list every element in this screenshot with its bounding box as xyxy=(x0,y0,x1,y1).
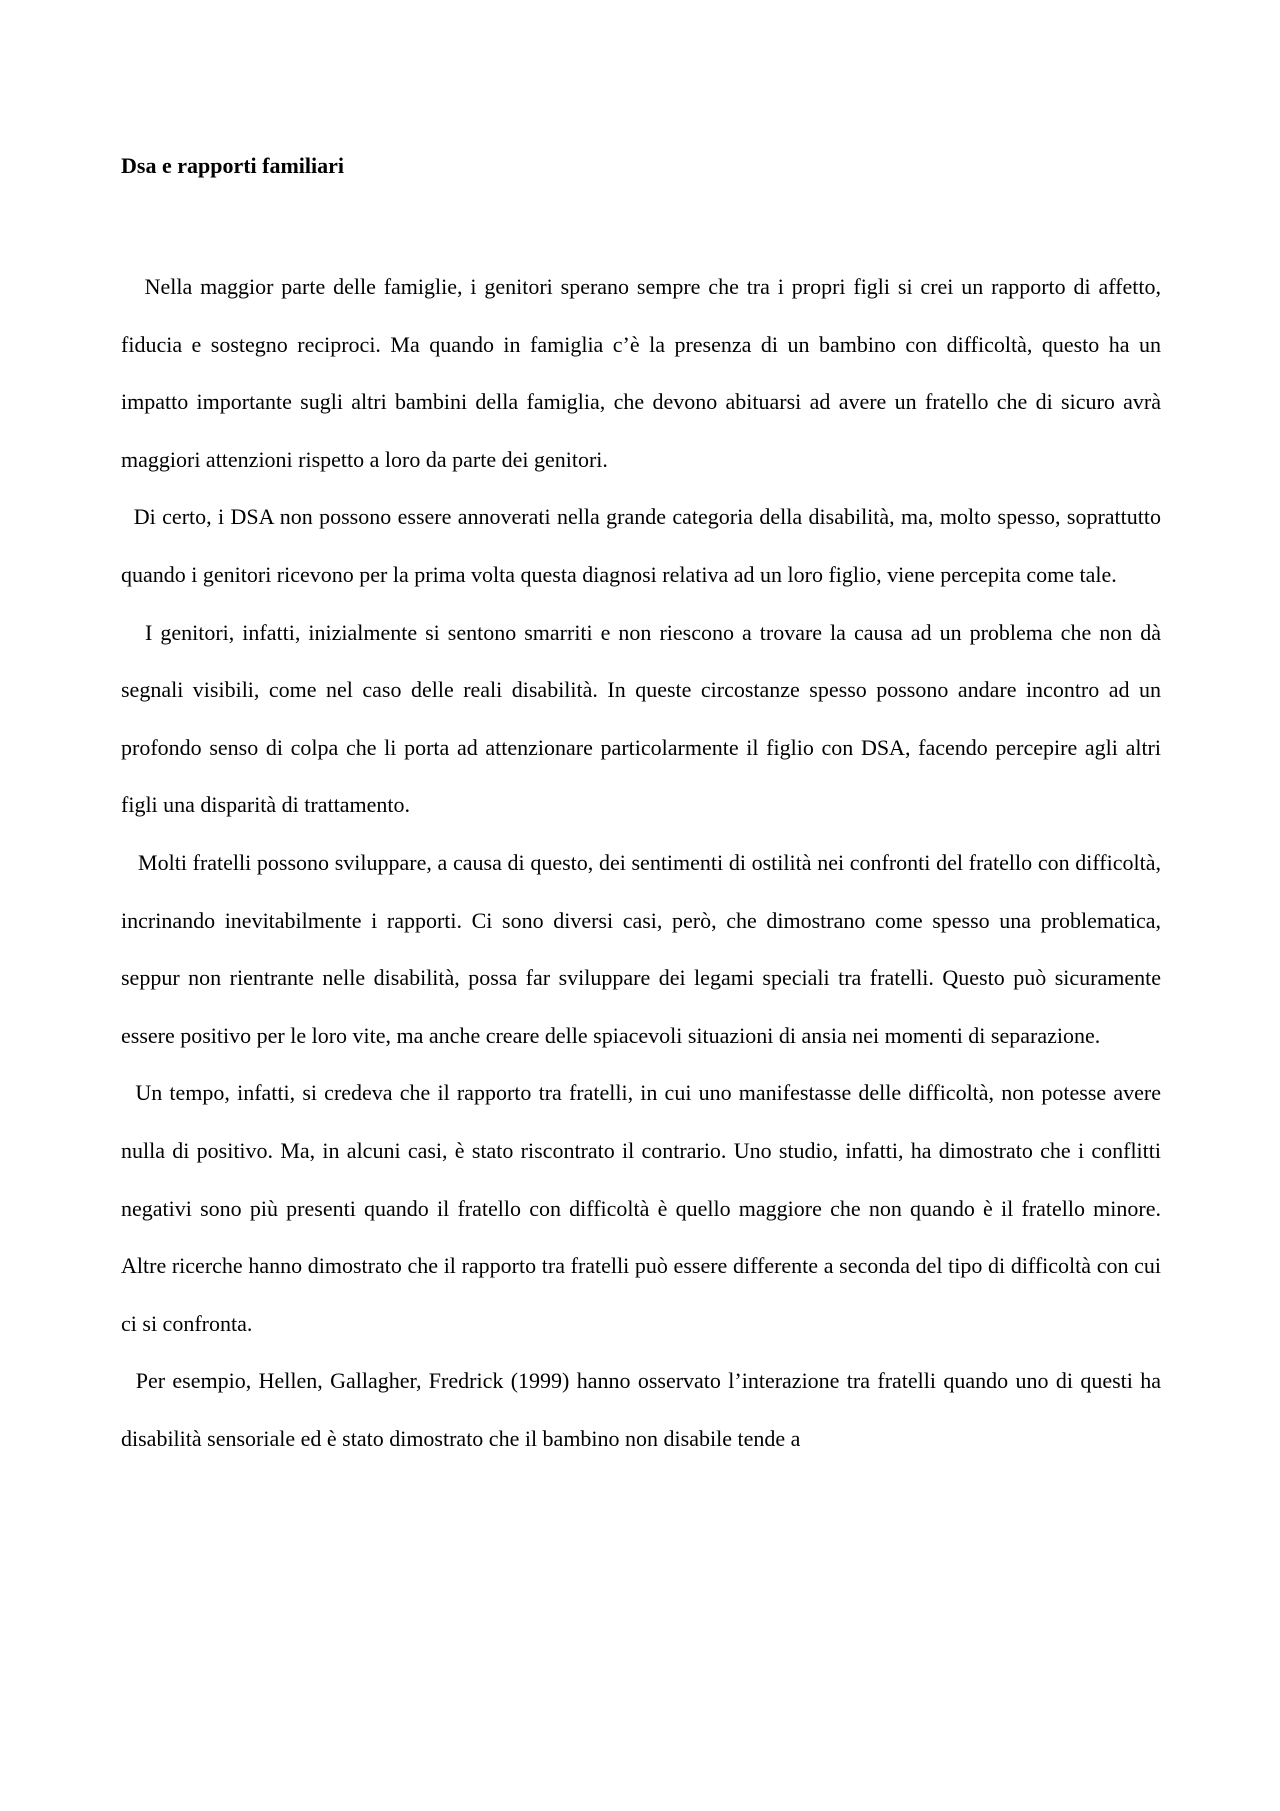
paragraph-2: Di certo, i DSA non possono essere annoverati nella grande categoria della disabilità, ma, molto spesso, soprattutto quando i genitori ricevono per la prima volta questa diagnosi relativa ad un loro figlio, viene percepita come tale. xyxy=(121,504,1161,587)
paragraph-6: Per esempio, Hellen, Gallagher, Fredrick (1999) hanno osservato l’interazione tra fratelli quando uno di questi ha disabilità sensoriale ed è stato dimostrato che il bambino non disabile tende a xyxy=(121,1368,1161,1451)
document-body xyxy=(121,148,1161,1467)
paragraph-1: Nella maggior parte delle famiglie, i genitori sperano sempre che tra i propri figli si crei un rapporto di affetto, fiducia e sostegno reciproci. Ma quando in famiglia c’è la presenza di un bambino con difficoltà, questo ha un impatto importante sugli altri bambini della famiglia, che devono abituarsi ad avere un fratello che di sicuro avrà maggiori attenzioni rispetto a loro da parte dei genitori. xyxy=(121,274,1161,472)
paragraph-4: Molti fratelli possono sviluppare, a causa di questo, dei sentimenti di ostilità nei confronti del fratello con difficoltà, incrinando inevitabilmente i rapporti. Ci sono diversi casi, però, che dimostrano come spesso una problematica, seppur non rientrante nelle disabilità, possa far sviluppare dei legami speciali tra fratelli. Questo può sicuramente essere positivo per le loro vite, ma anche creare delle spiacevoli situazioni di ansia nei momenti di separazione. xyxy=(121,849,1161,1048)
paragraph-3: I genitori, infatti, inizialmente si sentono smarriti e non riescono a trovare la causa ad un problema che non dà segnali visibili, come nel caso delle reali disabilità. In queste circostanze spesso possono andare incontro ad un profondo senso di colpa che li porta ad attenzionare particolarmente il figlio con DSA, facendo percepire agli altri figli una disparità di trattamento. xyxy=(121,619,1161,818)
document-title: Dsa e rapporti familiari xyxy=(121,153,345,178)
paragraph-5: Un tempo, infatti, si credeva che il rapporto tra fratelli, in cui uno manifestasse delle difficoltà, non potesse avere nulla di positivo. Ma, in alcuni casi, è stato riscontrato il contrario. Uno studio, infatti, ha dimostrato che i conflitti negativi sono più presenti quando il fratello con difficoltà è quello maggiore che non quando è il fratello minore. Altre ricerche hanno dimostrato che il rapporto tra fratelli può essere differente a seconda del tipo di difficoltà con cui ci si confronta. xyxy=(121,1080,1161,1336)
